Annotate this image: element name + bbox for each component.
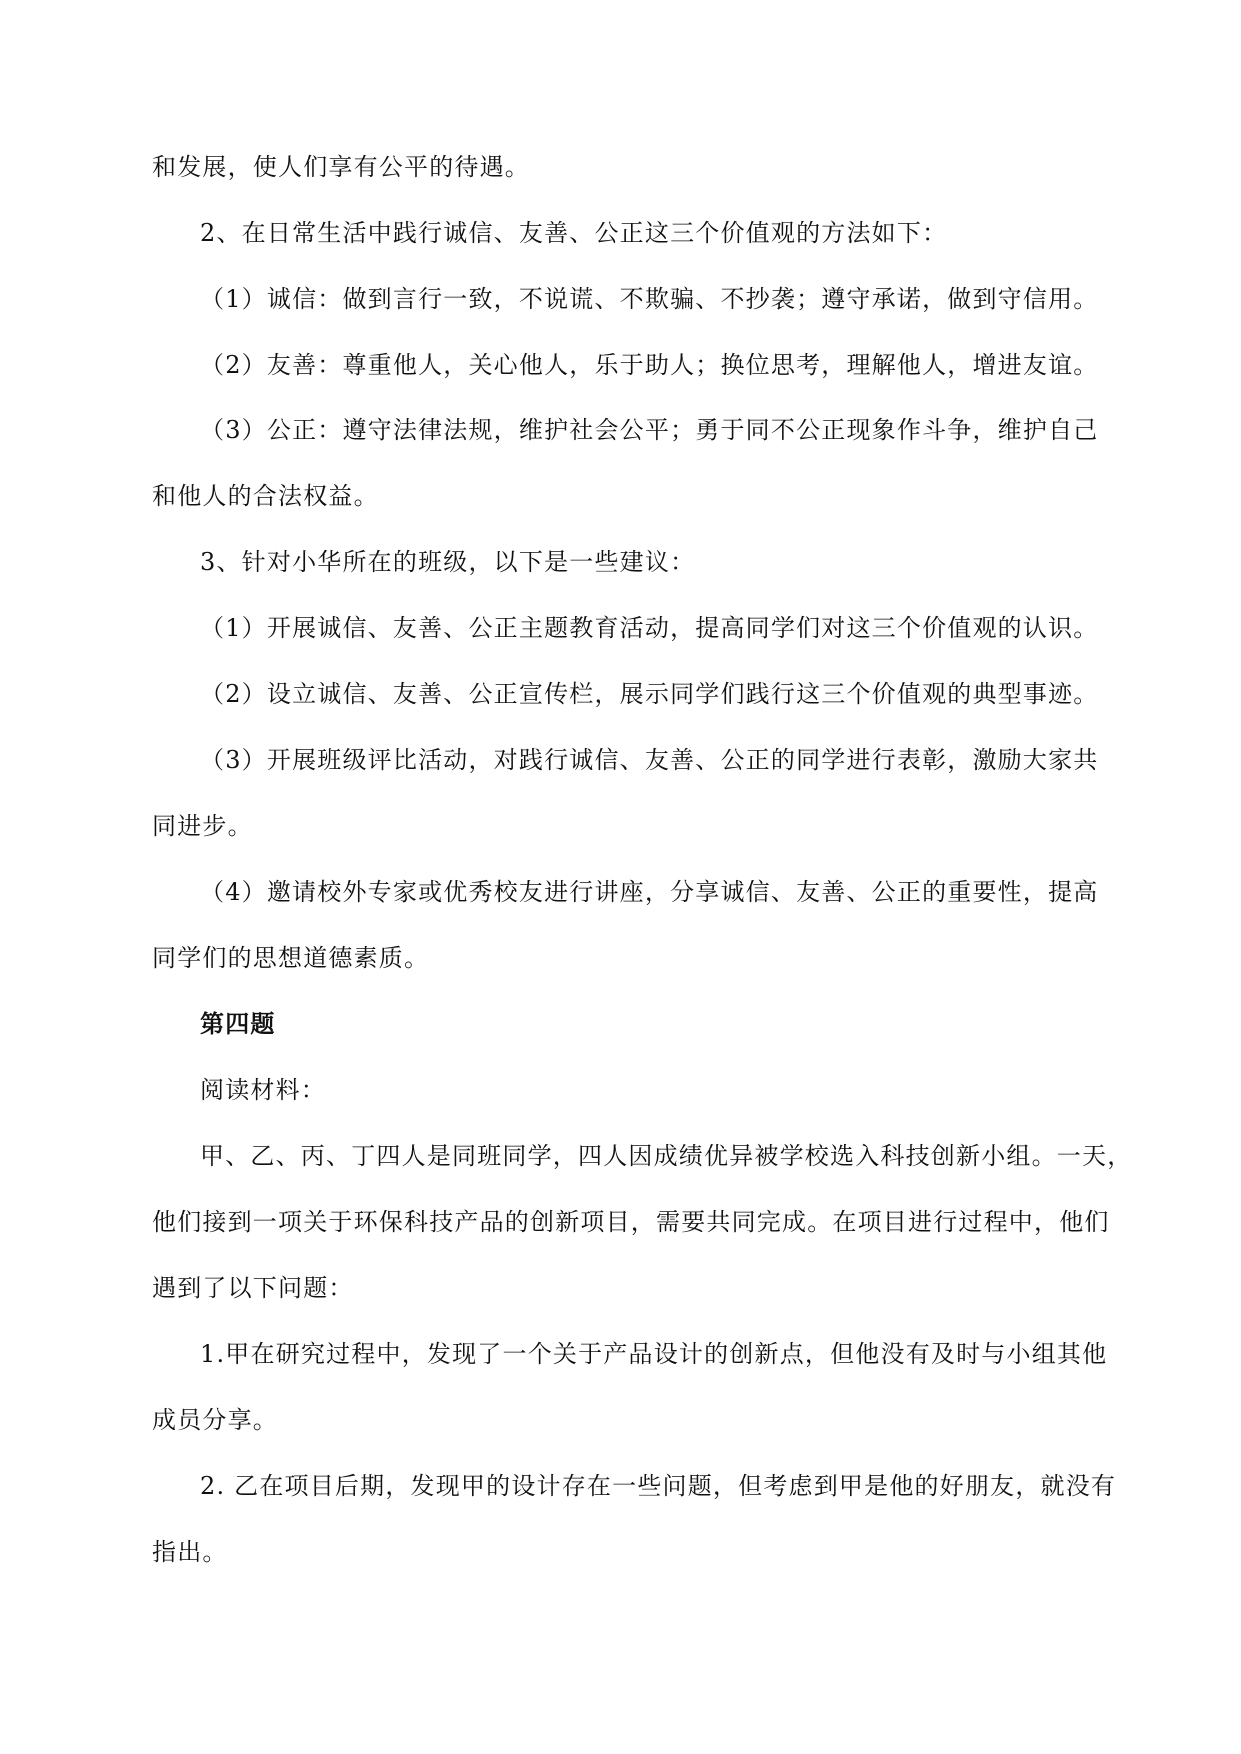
paragraph-line: （3）开展班级评比活动，对践行诚信、友善、公正的同学进行表彰，激励大家共 (200, 746, 1099, 774)
paragraph-line: 2. 乙在项目后期，发现甲的设计存在一些问题，但考虑到甲是他的好朋友，就没有 (200, 1472, 1117, 1500)
paragraph-line: 同进步。 (152, 812, 253, 840)
paragraph-line: （2）友善：尊重他人，关心他人，乐于助人；换位思考，理解他人，增进友谊。 (200, 351, 1099, 379)
section-heading: 第四题 (200, 1010, 276, 1038)
paragraph-line: 指出。 (152, 1538, 228, 1566)
paragraph-line: （2）设立诚信、友善、公正宣传栏，展示同学们践行这三个价值观的典型事迹。 (200, 680, 1099, 708)
paragraph-line: （1）诚信：做到言行一致，不说谎、不欺骗、不抄袭；遵守承诺，做到守信用。 (200, 285, 1099, 313)
paragraph-line: 成员分享。 (152, 1406, 278, 1434)
paragraph-line: 他们接到一项关于环保科技产品的创新项目，需要共同完成。在项目进行过程中，他们 (152, 1208, 1110, 1236)
paragraph-line: 遇到了以下问题： (152, 1274, 354, 1302)
paragraph-line: 甲、乙、丙、丁四人是同班同学，四人因成绩优异被学校选入科技创新小组。一天， (200, 1142, 1133, 1170)
paragraph-line: （4）邀请校外专家或优秀校友进行讲座，分享诚信、友善、公正的重要性，提高 (200, 878, 1099, 906)
paragraph-line: （3）公正：遵守法律法规，维护社会公平；勇于同不公正现象作斗争，维护自己 (200, 416, 1099, 444)
paragraph-line: （1）开展诚信、友善、公正主题教育活动，提高同学们对这三个价值观的认识。 (200, 614, 1099, 642)
paragraph-line: 阅读材料： (200, 1076, 326, 1104)
paragraph-line: 同学们的思想道德素质。 (152, 944, 430, 972)
paragraph-line: 和他人的合法权益。 (152, 482, 379, 510)
paragraph-line: 1.甲在研究过程中，发现了一个关于产品设计的创新点，但他没有及时与小组其他 (200, 1340, 1108, 1368)
paragraph-line: 和发展，使人们享有公平的待遇。 (152, 153, 530, 181)
paragraph-line: 2、在日常生活中践行诚信、友善、公正这三个价值观的方法如下： (200, 219, 948, 247)
paragraph-line: 3、针对小华所在的班级，以下是一些建议： (200, 548, 696, 576)
